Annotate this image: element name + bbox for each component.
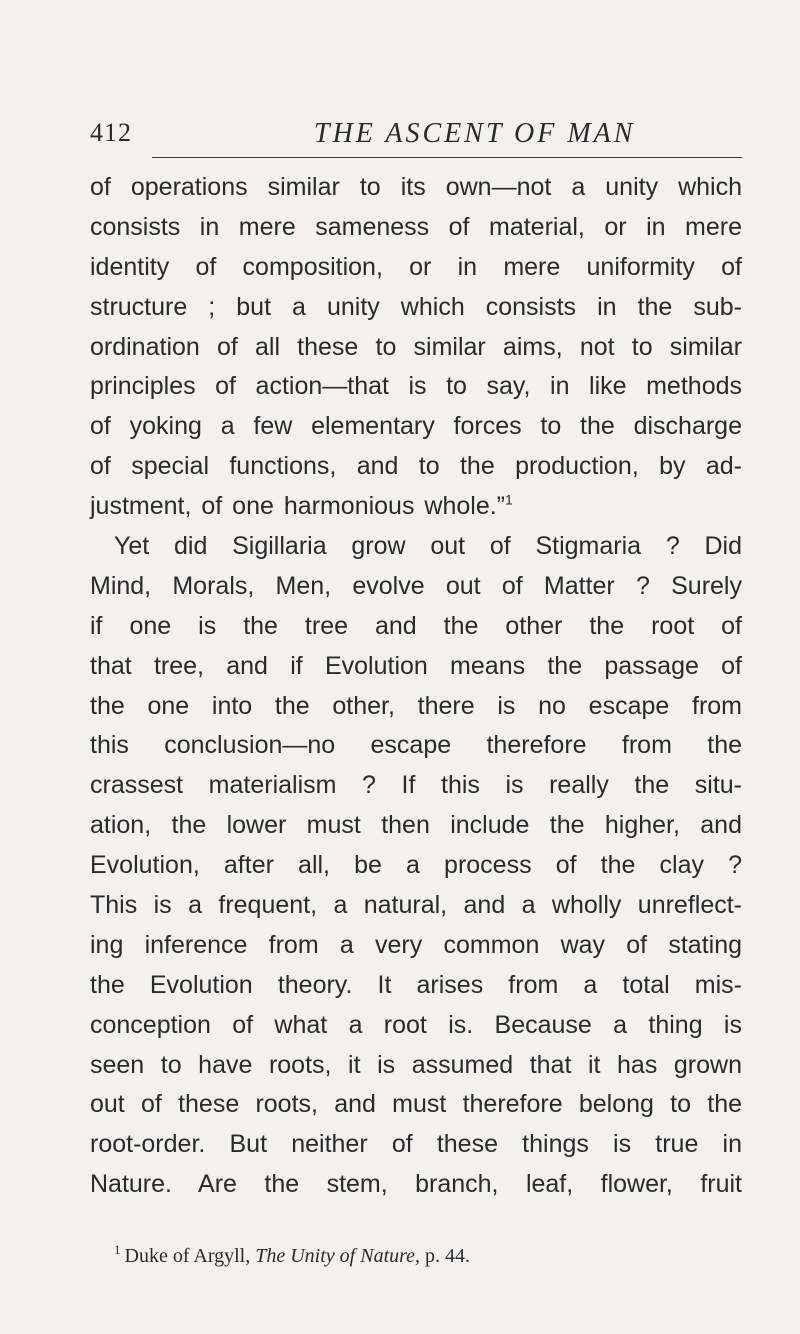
page-header (90, 118, 742, 158)
text-line: ing inference from a very common way of stating (90, 930, 742, 959)
text-line: identity of composition, or in mere uniformity of (90, 252, 742, 281)
text-line: Mind, Morals, Men, evolve out of Matter ? Surely (90, 571, 742, 600)
header-rule (152, 157, 742, 158)
body-text (90, 168, 742, 1205)
text-line: This is a frequent, a natural, and a wholly unreflect- (90, 891, 742, 920)
text-line: if one is the tree and the other the root of (90, 611, 742, 640)
text-line: ation, the lower must then include the higher, and (90, 811, 742, 840)
footnote-marker: 1 (114, 1242, 121, 1258)
text-line: structure ; but a unity which consists in the sub- (90, 292, 742, 321)
text-line: crassest materialism ? If this is really the situ- (90, 771, 742, 800)
text-line: principles of action—that is to say, in like methods (90, 372, 742, 401)
text-line-content: justment, of one harmonious whole.” (90, 492, 505, 521)
text-line: seen to have roots, it is assumed that it has grown (90, 1050, 742, 1079)
text-line-first: Yet did Sigillaria grow out of Stigmaria ? Did (114, 532, 742, 561)
footnote (114, 1242, 471, 1268)
text-line: Evolution, after all, be a process of the clay ? (90, 851, 742, 880)
footnote-title: The Unity of Nature (255, 1245, 416, 1267)
text-line: that tree, and if Evolution means the passage of (90, 651, 742, 680)
text-line: of special functions, and to the production, by ad- (90, 452, 742, 481)
text-line: Nature. Are the stem, branch, leaf, flower, fruit (90, 1170, 742, 1199)
text-line: the one into the other, there is no escape from (90, 691, 742, 720)
paragraph-1 (90, 168, 742, 527)
text-line: ordination of all these to similar aims, not to similar (90, 332, 742, 361)
text-line: consists in mere sameness of material, or in mere (90, 212, 742, 241)
text-line: out of these roots, and must therefore belong to the (90, 1090, 742, 1119)
text-line: the Evolution theory. It arises from a total mis- (90, 970, 742, 999)
text-line: root-order. But neither of these things is true in (90, 1130, 742, 1159)
page-number: 412 (90, 118, 132, 147)
footnote-reference: 1 (505, 491, 513, 508)
text-line: of yoking a few elementary forces to the discharge (90, 412, 742, 441)
text-line: of operations similar to its own—not a unity which (90, 173, 742, 201)
footnote-author: Duke of Argyll, (124, 1245, 251, 1267)
running-title: THE ASCENT OF MAN (314, 118, 636, 149)
footnote-page: , p. 44. (415, 1245, 471, 1267)
paragraph-2 (90, 527, 742, 1205)
text-line: this conclusion—no escape therefore from the (90, 731, 742, 760)
text-line: conception of what a root is. Because a thing is (90, 1010, 742, 1039)
text-line-last (90, 487, 742, 527)
